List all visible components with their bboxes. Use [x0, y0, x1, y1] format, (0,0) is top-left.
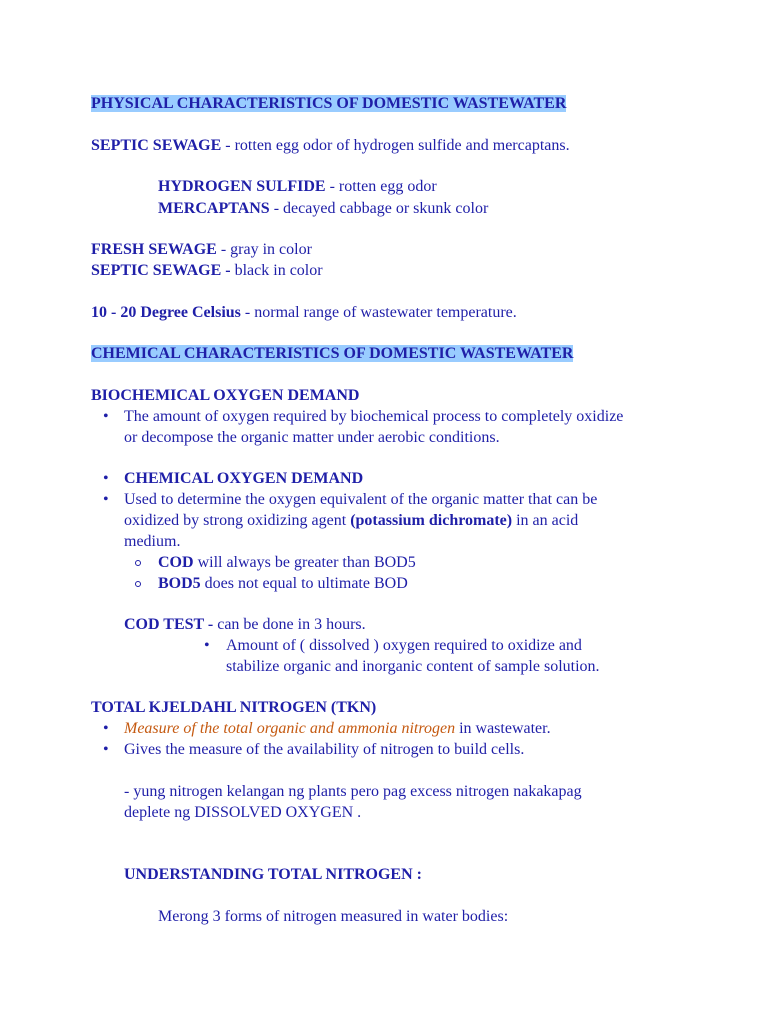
hydrogen-sulfide-line [158, 177, 437, 197]
septic-sewage-term: SEPTIC SEWAGE [91, 137, 222, 154]
cod-test-bullet-line2: stabilize organic and inorganic content of sample solution. [226, 658, 600, 675]
cod-bullet-line1: Used to determine the oxygen equivalent of the organic matter that can be [124, 491, 598, 508]
physical-heading [91, 94, 566, 114]
fresh-sewage-term: FRESH SEWAGE [91, 241, 217, 258]
note-line2: deplete ng DISSOLVED OXYGEN . [124, 804, 362, 821]
circle-bullet-icon [135, 560, 141, 566]
cod-test-desc: can be done in 3 hours. [213, 616, 366, 633]
temperature-line [91, 303, 517, 323]
chemical-heading [91, 344, 573, 364]
cod-sub2-term: BOD5 [158, 575, 201, 592]
cod-bullet-line2 [124, 511, 578, 531]
cod-test-bullet-line1: Amount of ( dissolved ) oxygen required to oxidize and [226, 637, 582, 654]
hydrogen-sulfide-term: HYDROGEN SULFIDE [158, 178, 326, 195]
note-line1: - yung nitrogen kelangan ng plants pero pag excess nitrogen nakakapag [124, 783, 582, 800]
tkn-bullet1-rest: in wastewater. [455, 720, 551, 737]
temperature-desc: - normal range of wastewater temperature. [240, 304, 517, 321]
septic-sewage-color-line [91, 261, 323, 281]
bullet-dot: • [103, 720, 109, 737]
fresh-sewage-line [91, 240, 312, 260]
cod-sub2-desc: does not equal to ultimate BOD [200, 575, 408, 592]
mercaptans-desc: - decayed cabbage or skunk color [269, 200, 489, 217]
fresh-sewage-desc: - gray in color [216, 241, 312, 258]
cod-bullet-line3: medium. [124, 533, 181, 550]
cod-heading: CHEMICAL OXYGEN DEMAND [124, 470, 364, 487]
septic-sewage-color-term: SEPTIC SEWAGE - [91, 262, 231, 279]
cod-test-line [124, 615, 366, 635]
physical-heading-text: PHYSICAL CHARACTERISTICS OF DOMESTIC WASTEWATER [91, 95, 567, 112]
tkn-heading: TOTAL KJELDAHL NITROGEN (TKN) [91, 699, 377, 716]
circle-bullet-icon [135, 581, 141, 587]
cod-test-term: COD TEST - [124, 616, 214, 633]
cod-sub1 [158, 553, 416, 573]
bullet-dot: • [103, 470, 109, 487]
septic-sewage-color-desc: black in color [230, 262, 323, 279]
understanding-heading: UNDERSTANDING TOTAL NITROGEN : [124, 866, 422, 883]
mercaptans-line [158, 199, 488, 219]
cod-sub1-term: COD [158, 554, 194, 571]
tkn-bullet1 [124, 719, 551, 739]
hydrogen-sulfide-desc: - rotten egg odor [325, 178, 437, 195]
forms-line: Merong 3 forms of nitrogen measured in water bodies: [158, 908, 509, 925]
septic-sewage-desc: - rotten egg odor of hydrogen sulfide and mercaptans. [221, 137, 570, 154]
bod-bullet-line1: The amount of oxygen required by biochemical process to completely oxidize [124, 408, 624, 425]
cod-sub2 [158, 574, 408, 594]
tkn-bullet2: Gives the measure of the availability of nitrogen to build cells. [124, 741, 525, 758]
bod-heading: BIOCHEMICAL OXYGEN DEMAND [91, 387, 360, 404]
mercaptans-term: MERCAPTANS [158, 200, 270, 217]
cod-sub1-desc: will always be greater than BOD5 [193, 554, 416, 571]
bullet-dot: • [103, 408, 109, 425]
chemical-heading-text: CHEMICAL CHARACTERISTICS OF DOMESTIC WASTEWATER [91, 345, 574, 362]
bullet-dot: • [103, 741, 109, 758]
temperature-term: 10 - 20 Degree Celsius [91, 304, 241, 321]
bullet-dot: • [204, 637, 210, 654]
cod-bullet-line2-c: in an acid [512, 512, 579, 529]
tkn-bullet1-italic: Measure of the total organic and ammonia nitrogen [124, 720, 456, 737]
bullet-dot: • [103, 491, 109, 508]
cod-bullet-line2-a: oxidized by strong oxidizing agent [124, 512, 351, 529]
bod-bullet-line2: or decompose the organic matter under aerobic conditions. [124, 429, 500, 446]
potassium-dichromate: (potassium dichromate) [350, 512, 513, 529]
septic-sewage-line [91, 136, 570, 156]
